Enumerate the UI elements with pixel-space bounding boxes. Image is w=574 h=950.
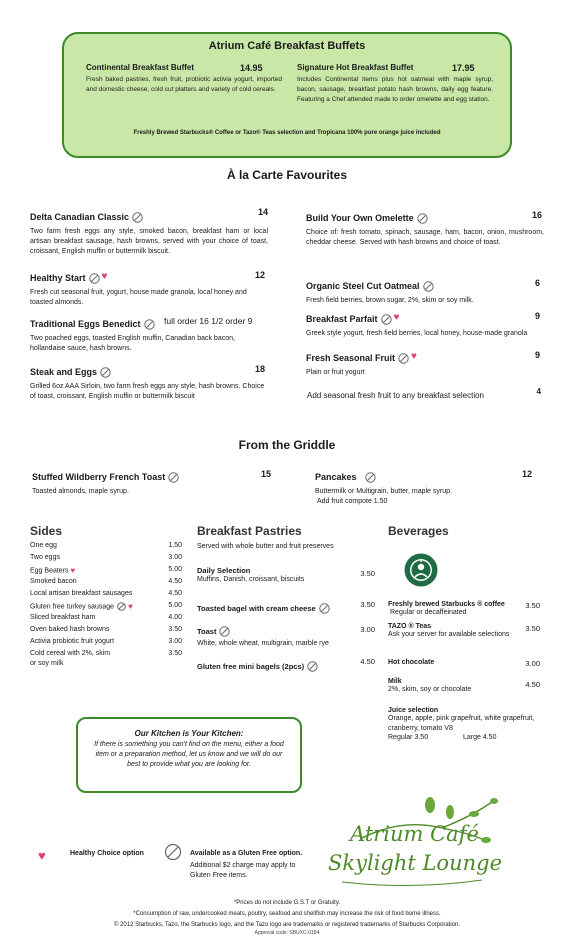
item-price: 15 [261, 469, 272, 479]
side-row: Sliced breakfast ham 4.00 [30, 614, 182, 621]
item-price: 4.50 [525, 680, 540, 689]
continental-name: Continental Breakfast Buffet [86, 63, 195, 72]
gluten-free-icon [381, 312, 392, 323]
side-row: Gluten free turkey sausage ♥ 5.00 [30, 602, 182, 611]
gluten-free-icon [398, 351, 409, 362]
item-desc: 2%, skim, soy or chocolate [388, 686, 472, 693]
item-desc: Grilled 6oz AAA Sirloin, two farm fresh eggs any style, hash browns. Choice of toast, croissant, English muffin or buttermilk biscuit [30, 383, 265, 400]
item-name: Toasted bagel with cream cheese [197, 604, 316, 613]
sides-list [30, 542, 182, 670]
side-row: Cold cereal with 2%, skim 3.50 [30, 650, 182, 657]
item-desc: Toasted almonds, maple syrup. [32, 488, 129, 495]
sides-title: Sides [30, 524, 63, 538]
item-price: 4.50 [360, 657, 375, 666]
kitchen-box [76, 717, 302, 793]
item-desc: Muffins, Danish, croissant, biscuits [197, 576, 305, 583]
item-price: 12 [254, 270, 265, 280]
side-row: Activia probiotic fruit yogurt 3.00 [30, 638, 182, 645]
bev-coffee [388, 601, 540, 618]
gluten-free-icon [117, 602, 126, 611]
side-row: Two eggs 3.00 [30, 554, 182, 561]
legend-gf-label: Available as a Gluten Free option. [190, 850, 303, 857]
pastries-title: Breakfast Pastries [197, 524, 302, 538]
item-price: 3.00 [525, 659, 540, 668]
juice-large: Large 4.50 [463, 734, 497, 741]
item-omelette [306, 208, 544, 248]
item-seasonal-fruit [306, 348, 544, 378]
item-parfait [306, 309, 544, 339]
starbucks-logo [404, 553, 438, 587]
buffet-title: Atrium Café Breakfast Buffets [208, 40, 366, 52]
item-name: Toast [197, 627, 217, 636]
item-desc: Orange, apple, pink grapefruit, white grapefruit, cranberry, tomato V8 [388, 715, 535, 732]
pancake-addon: Add fruit compote 1.50 [317, 498, 388, 505]
gluten-free-icon [132, 210, 143, 221]
logo-line1: Atrium Café [350, 822, 479, 846]
item-desc: Ask your server for available selections [388, 631, 510, 638]
pastry-bagel [197, 598, 375, 616]
item-name: Pancakes [315, 472, 357, 482]
buffet-box [62, 32, 512, 158]
item-price: 16 [531, 210, 542, 220]
item-oatmeal [306, 276, 544, 306]
item-price: 12 [521, 469, 532, 479]
item-pancakes [315, 467, 535, 507]
item-desc: Greek style yogurt, fresh field berries, local honey, house-made granola [306, 330, 528, 337]
item-name: Add seasonal fresh fruit to any breakfast selection [307, 391, 484, 400]
footnote-raw: *Consumption of raw, undercooked meats, poultry, seafood and shellfish may increase the risk of food borne illness. [133, 911, 441, 917]
footnote-gst: *Prices do not include G.S.T or Gratuity. [233, 900, 341, 906]
legend-healthy [38, 847, 144, 865]
heart-icon: ♥ [411, 351, 417, 363]
pastries-intro: Served with whole butter and fruit preserves [197, 543, 334, 550]
pastry-daily [197, 566, 375, 585]
gluten-free-icon [307, 659, 318, 670]
item-name: Fresh Seasonal Fruit [306, 353, 396, 363]
gluten-free-icon [417, 211, 428, 222]
bev-juice [388, 707, 544, 746]
legend-healthy-label: Healthy Choice option [70, 850, 144, 857]
item-name: Build Your Own Omelette [306, 213, 414, 223]
item-healthy-start [30, 268, 268, 308]
gluten-free-icon [219, 624, 230, 635]
item-name: TAZO ® Teas [388, 623, 432, 630]
item-name: Traditional Eggs Benedict [30, 319, 141, 329]
item-price: 6 [534, 278, 540, 288]
side-row: Smoked bacon 4.50 [30, 578, 182, 585]
legend-gf-note: Additional $2 charge may apply to Gluten Free items. [190, 862, 296, 879]
kitchen-body: If there is something you can't find on the menu, either a food item or a preparation method, let us know and we will do our best to provide what you are looking for. [94, 741, 284, 768]
item-price: 3.50 [360, 600, 375, 609]
item-eggs-benedict [30, 314, 280, 354]
gluten-free-icon [365, 470, 376, 481]
item-desc: Fresh cut seasonal fruit, yogurt, house made granola, local honey and toasted almonds. [30, 289, 247, 306]
side-row: or soy milk [30, 660, 64, 667]
item-price: 3.50 [360, 569, 375, 578]
item-desc: Choice of: fresh tomato, spinach, sausage, ham, bacon, onion, mushroom, cheddar cheese. Served with hash browns and choice of toast. [306, 229, 544, 246]
item-name: Delta Canadian Classic [30, 212, 130, 222]
side-row: Local artisan breakfast sausages 4.50 [30, 590, 182, 597]
gluten-free-icon [319, 601, 330, 612]
gluten-free-icon [168, 470, 179, 481]
item-desc: Plain or fruit yogurt [306, 369, 365, 376]
item-price: 3.50 [525, 624, 540, 633]
item-price: 9 [534, 350, 540, 360]
item-price: 9 [534, 311, 540, 321]
item-desc: Regular or decaffeinated [390, 609, 467, 616]
item-name: Healthy Start [30, 273, 86, 283]
item-price: 14 [257, 207, 268, 217]
gluten-free-icon [144, 317, 155, 328]
gluten-free-icon [164, 843, 182, 866]
pastry-gf-bagels [197, 656, 375, 674]
item-name: Hot chocolate [388, 659, 435, 666]
item-price: full order 16 1/2 order 9 [164, 316, 253, 326]
pastry-toast [197, 621, 375, 649]
item-desc: Two farm fresh eggs any style, smoked bacon, breakfast ham or local artisan breakfast sausage, hash browns, served with your choice of toast, croissant, English muffin or buttermilk biscuit. [30, 228, 268, 255]
item-price: 18 [254, 364, 265, 374]
side-row: Egg Beaters ♥ 5.00 [30, 566, 182, 575]
heart-icon: ♥ [128, 602, 133, 611]
item-name: Breakfast Parfait [306, 314, 378, 324]
griddle-title: From the Griddle [238, 438, 336, 452]
item-french-toast [32, 467, 272, 497]
heart-icon: ♥ [101, 271, 108, 283]
item-name: Steak and Eggs [30, 367, 98, 377]
bev-chocolate [388, 659, 540, 666]
gluten-free-icon [423, 279, 434, 290]
item-price: 4 [536, 387, 541, 396]
buffet-footer: Freshly Brewed Starbucks® Coffee or Tazo® Teas selection and Tropicana 100% pure orange juice included [133, 130, 441, 136]
item-delta-classic [30, 207, 268, 257]
item-desc: Fresh field berries, brown sugar, 2%, skim or soy milk. [306, 297, 474, 304]
signature-price: 17.95 [452, 63, 475, 73]
side-row: One egg 1.50 [30, 542, 182, 549]
item-desc: Two poached eggs, toasted English muffin, Canadian back bacon, hollandaise sauce, hash browns. [30, 335, 235, 352]
beverages-title: Beverages [388, 524, 449, 538]
footnote-approval: Approval code: SBUXC-0184 [254, 930, 320, 936]
item-add-fruit [307, 385, 543, 403]
item-steak-eggs [30, 362, 268, 402]
atrium-logo [322, 796, 512, 892]
item-name: Freshly brewed Starbucks ® coffee [388, 601, 505, 608]
kitchen-title: Our Kitchen is Your Kitchen: [134, 729, 244, 738]
item-desc: White, whole wheat, multigrain, marble rye [197, 640, 329, 647]
heart-icon: ♥ [38, 848, 46, 864]
continental-desc: Fresh baked pastries, fresh fruit, probiotic activia yogurt, imported and domestic cheese, cold cut platters and variety of cold cereals. [86, 76, 282, 93]
item-name: Organic Steel Cut Oatmeal [306, 281, 420, 291]
side-row: Oven baked hash browns 3.50 [30, 626, 182, 633]
footnote-trademark: © 2012 Starbucks, Tazo, the Starbucks logo, and the Tazo logo are trademarks or registered trademarks of Starbucks Corporation. [113, 922, 461, 928]
item-price: 3.50 [525, 601, 540, 610]
signature-desc: Includes Continental items plus hot oatmeal with maple syrup, bacon, sausage, breakfast potato hash browns, daily egg feature. Featuring a Chef attended made to order omelette and egg station. [297, 76, 493, 103]
signature-name: Signature Hot Breakfast Buffet [297, 63, 414, 72]
heart-icon: ♥ [393, 312, 400, 324]
alacarte-title: À la Carte Favourites [226, 168, 348, 182]
juice-regular: Regular 3.50 [388, 734, 429, 741]
item-name: Gluten free mini bagels (2pcs) [197, 662, 305, 671]
bev-tazo [388, 623, 540, 640]
bev-milk [388, 678, 540, 695]
item-name: Stuffed Wildberry French Toast [32, 472, 166, 482]
item-desc: Buttermilk or Multigrain, butter, maple syrup. [315, 488, 452, 495]
item-price: 3.00 [360, 625, 375, 634]
continental-price: 14.95 [240, 63, 263, 73]
item-name: Juice selection [388, 707, 439, 714]
logo-line2: Skylight Lounge [328, 851, 502, 875]
heart-icon: ♥ [70, 566, 76, 575]
gluten-free-icon [89, 271, 100, 282]
item-name: Milk [388, 678, 402, 685]
gluten-free-icon [100, 365, 111, 376]
item-name: Daily Selection [197, 566, 251, 575]
